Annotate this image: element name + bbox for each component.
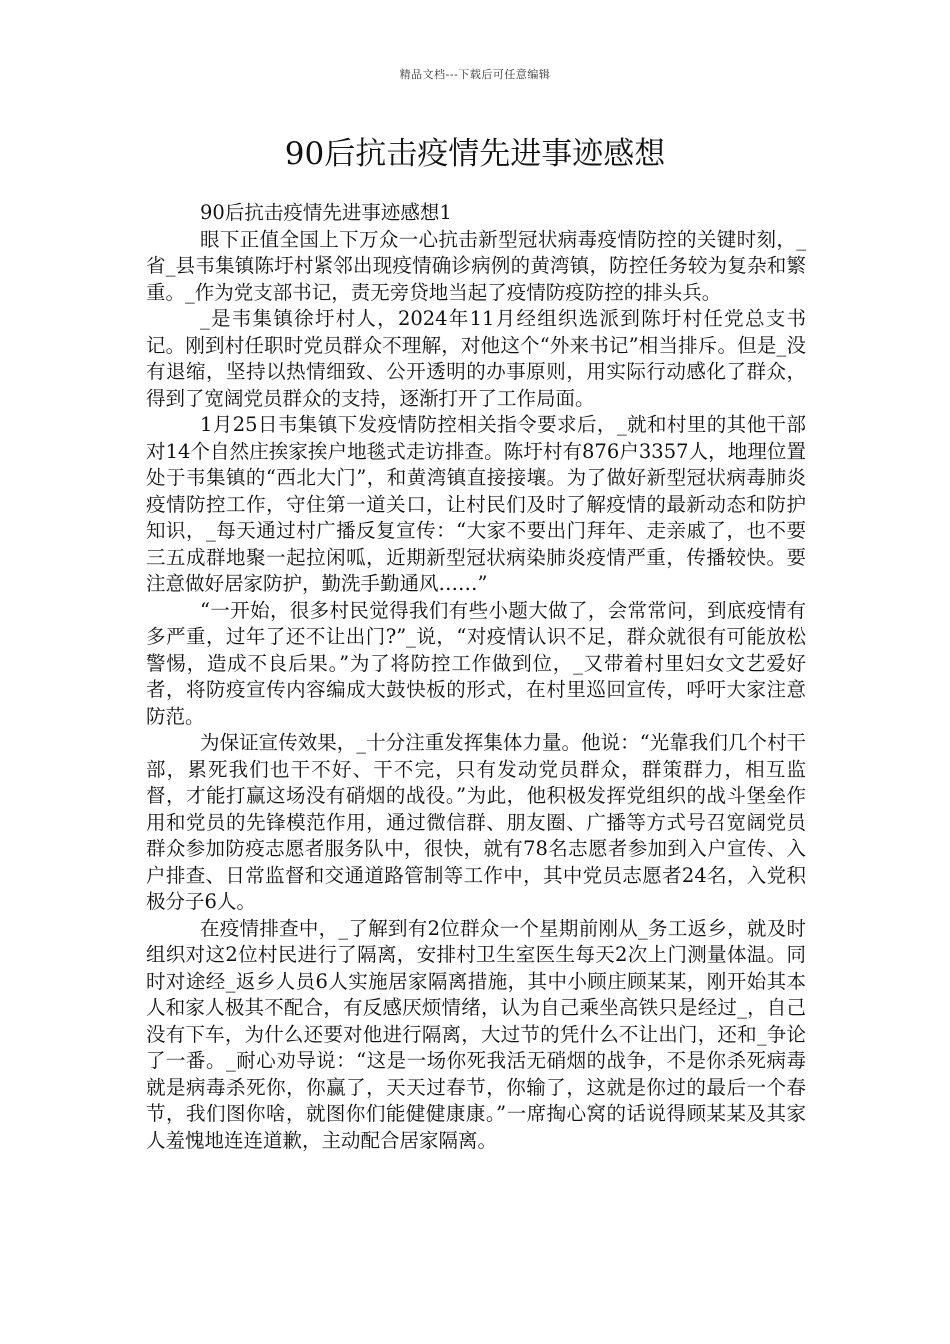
paragraph-3: 1月25日韦集镇下发疫情防控相关指令要求后，_就和村里的其他干部对14个自然庄挨家挨户地毯式走访排查。陈圩村有876户3357人，地理位置处于韦集镇的“西北大门”，和黄湾镇直接接壤。为了做好新型冠状病毒肺炎疫情防控工作，守住第一道关口，让村民们及时了解疫情的最新动态和防护知识，_每天通过村广播反复宣传：“大家不要出门拜年、走亲戚了，也不要三五成群地聚一起拉闲呱，近期新型冠状病染肺炎疫情严重，传播较快。要注意做好居家防护，勤洗手勤通风……” xyxy=(146,413,806,595)
paragraph-6: 在疫情排查中，_了解到有2位群众一个星期前刚从_务工返乡，就及时组织对这2位村民进行了隔离，安排村卫生室医生每天2次上门测量体温。同时对途经_返乡人员6人实施居家隔离措施，其中小顾庄顾某某，刚开始其本人和家人极其不配合，有反感厌烦情绪，认为自己乘坐高铁只是经过_，自己没有下车，为什么还要对他进行隔离，大过节的凭什么不让出门，还和_争论了一番。_耐心劝导说：“这是一场你死我活无硝烟的战争，不是你杀死病毒就是病毒杀死你，你赢了，天天过春节，你输了，这就是你过的最后一个春节，我们图你啥，就图你们能健健康康。”一席掏心窝的话说得顾某某及其家人羞愧地连连道歉，主动配合居家隔离。 xyxy=(146,916,806,1152)
paragraph-1: 眼下正值全国上下万众一心抗击新型冠状病毒疫情防控的关键时刻，_省_县韦集镇陈圩村紧邻出现疫情确诊病例的黄湾镇，防控任务较为复杂和繁重。_作为党支部书记，责无旁贷地当起了疫情防疫防控的排头兵。 xyxy=(146,227,806,304)
header-note: 精品文档---下载后可任意编辑 xyxy=(399,68,551,81)
paragraph-2: _是韦集镇徐圩村人，2024年11月经组织选派到陈圩村任党总支书记。刚到村任职时党员群众不理解，对他这个“外来书记”相当排斥。但是_没有退缩，坚持以热情细致、公开透明的办事原则，用实际行动感化了群众，得到了宽阔党员群众的支持，逐渐打开了工作局面。 xyxy=(146,307,806,410)
document-body xyxy=(146,200,806,1154)
paragraph-5: 为保证宣传效果，_十分注重发挥集体力量。他说：“光靠我们几个村干部，累死我们也干不好、干不完，只有发动党员群众，群策群力，相互监督，才能打赢这场没有硝烟的战役。”为此，他积极发挥党组织的战斗堡垒作用和党员的先锋模范作用，通过微信群、朋友圈、广播等方式号召宽阔党员群众参加防疫志愿者服务队中，很快，就有78名志愿者参加到入户宣传、入户排查、日常监督和交通道路管制等工作中，其中党员志愿者24名，入党积极分子6人。 xyxy=(146,731,806,913)
document-title: 90后抗击疫情先进事迹感想 xyxy=(284,136,666,172)
section-subtitle: 90后抗击疫情先进事迹感想1 xyxy=(200,201,452,224)
paragraph-4: “一开始，很多村民觉得我们有些小题大做了，会常常问，到底疫情有多严重，过年了还不让出门?”_说，“对疫情认识不足，群众就很有可能放松警惕，造成不良后果。”为了将防控工作做到位，_又带着村里妇女文艺爱好者，将防疫宣传内容编成大鼓快板的形式，在村里巡回宣传，呼吁大家注意防范。 xyxy=(146,598,806,728)
